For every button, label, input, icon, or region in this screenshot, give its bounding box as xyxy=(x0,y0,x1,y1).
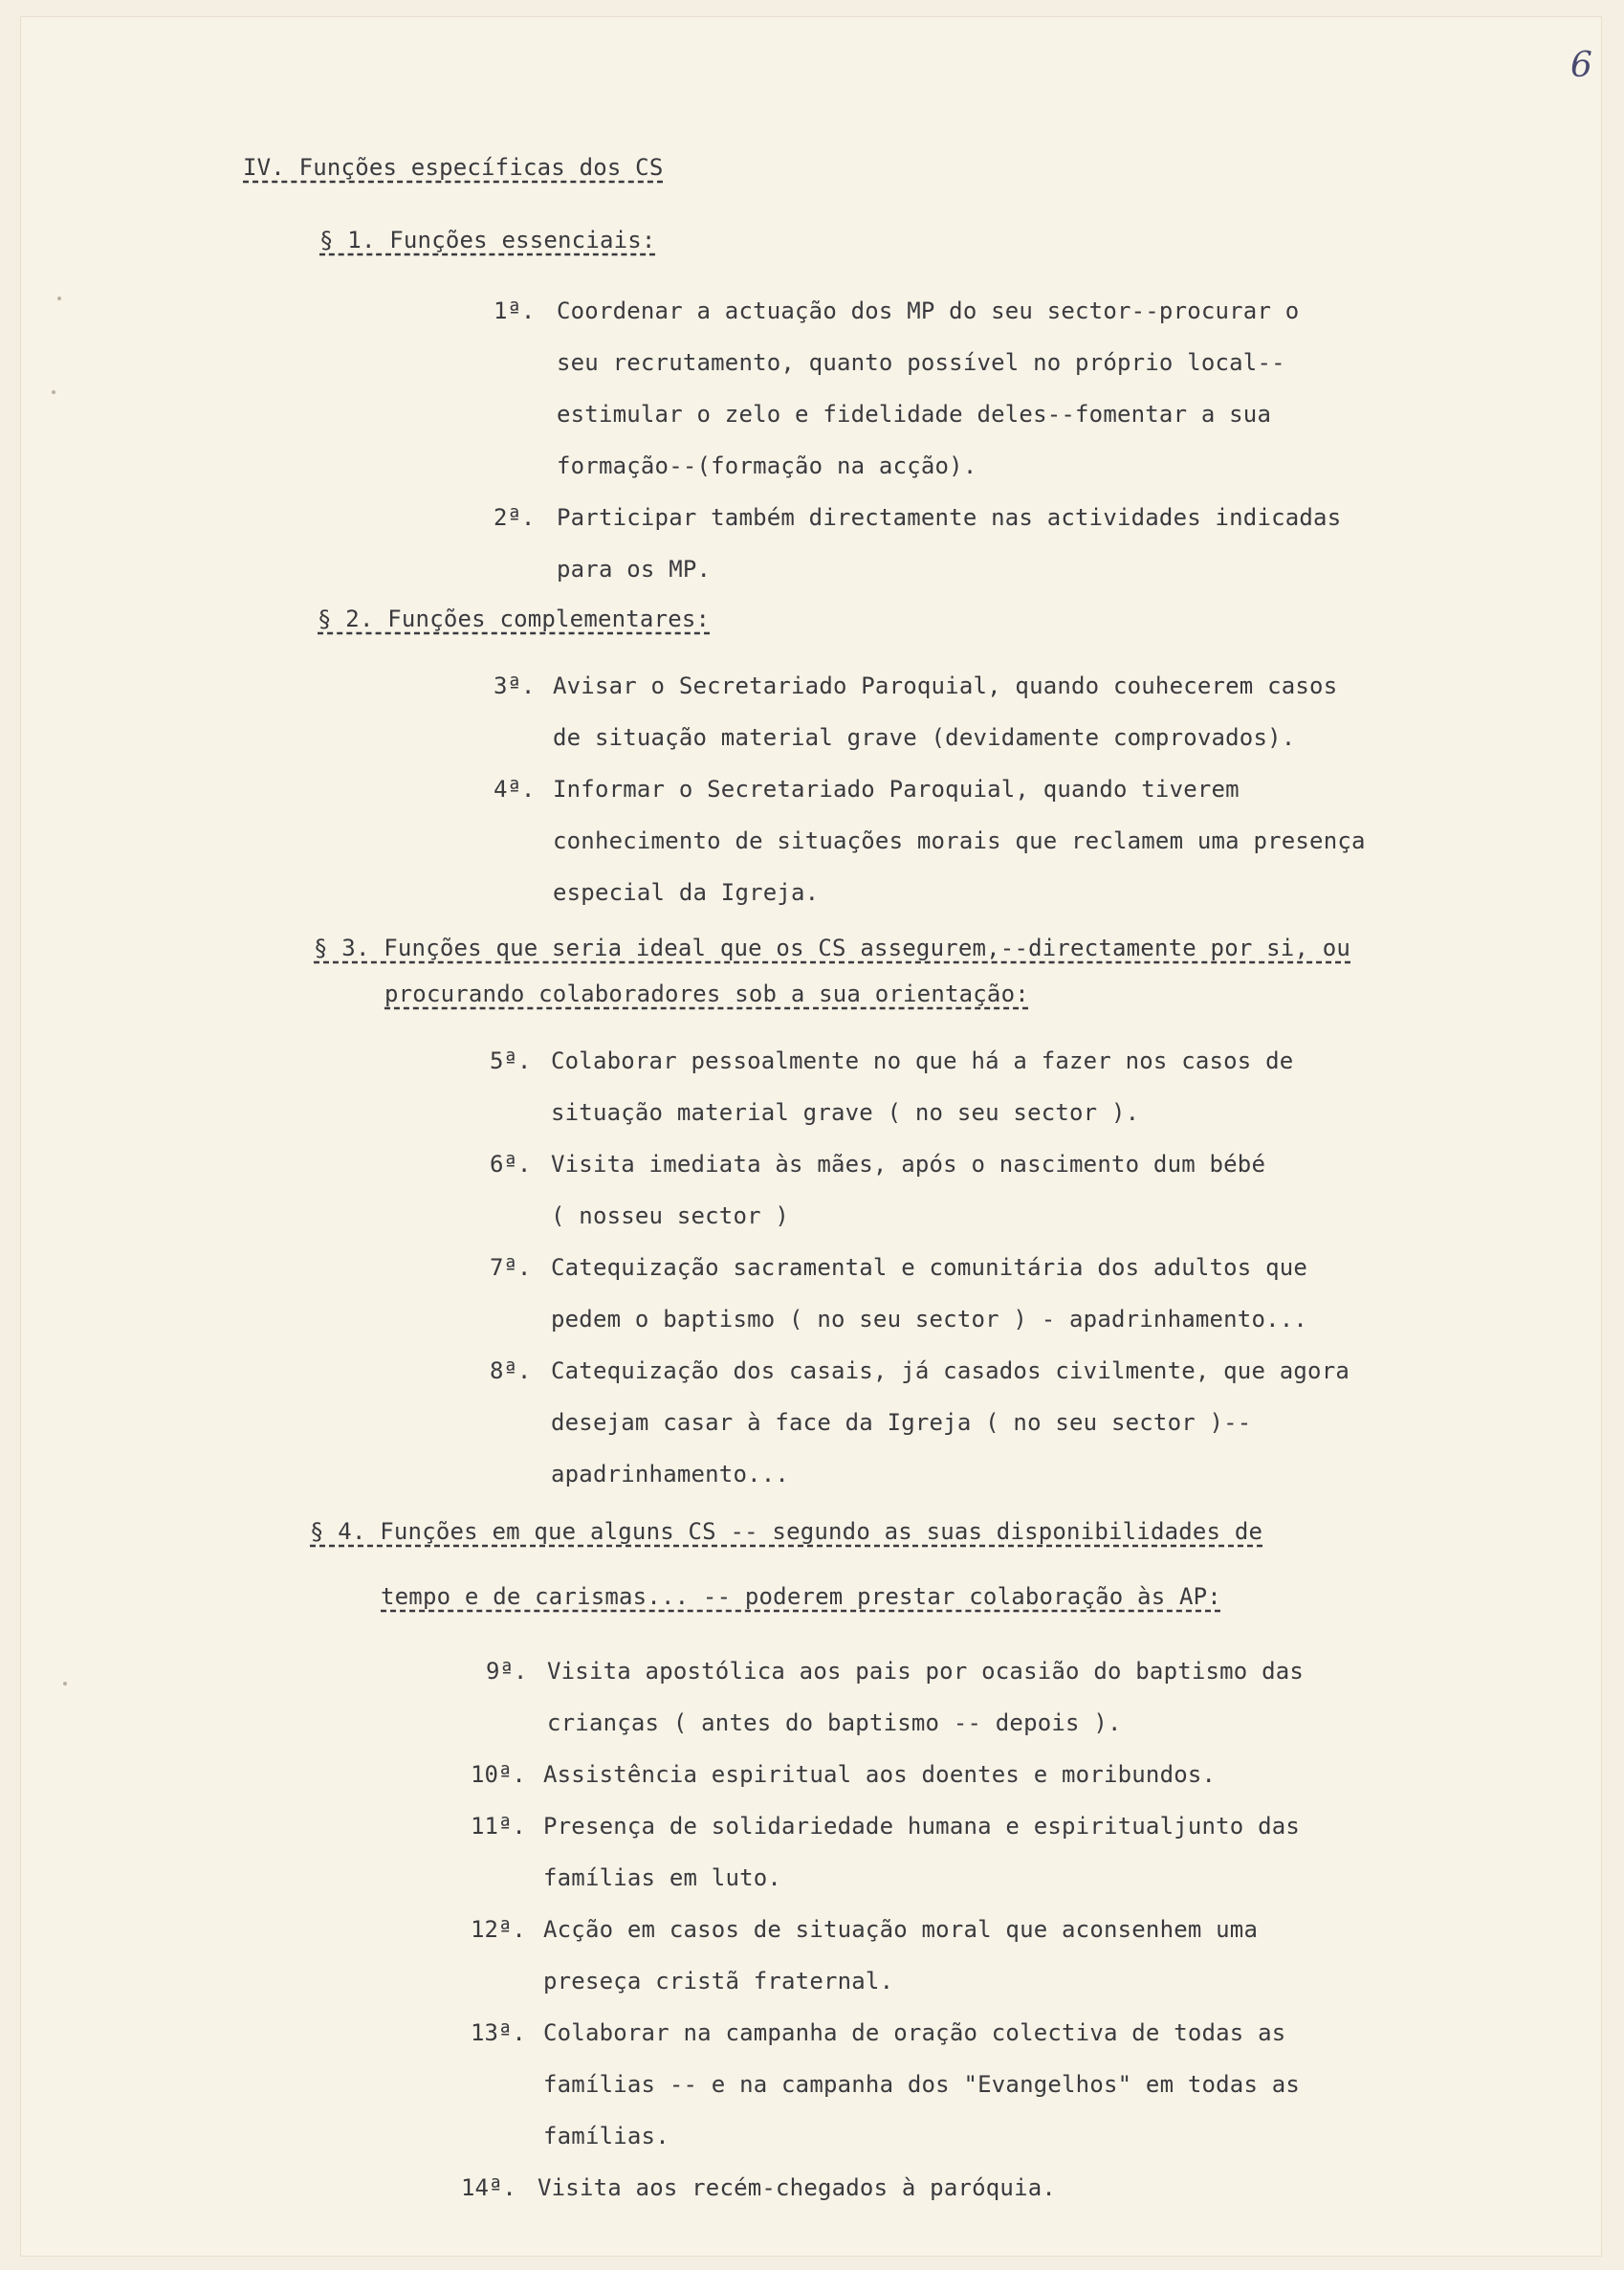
item-line: apadrinhamento... xyxy=(551,1461,790,1488)
item-number: 7ª. xyxy=(490,1254,532,1281)
section-4-heading: § 4. Funções em que alguns CS -- segundo as suas disponibilidades de xyxy=(310,1518,1263,1545)
item-line: situação material grave ( no seu sector ). xyxy=(551,1099,1140,1126)
item-number: 10ª. xyxy=(471,1761,526,1788)
section-3-heading: § 3. Funções que seria ideal que os CS assegurem,--directamente por si, ou xyxy=(314,935,1351,961)
section-4-heading-cont: tempo e de carismas... -- poderem prestar colaboração às AP: xyxy=(381,1583,1221,1610)
item-line: Colaborar pessoalmente no que há a fazer nos casos de xyxy=(551,1047,1294,1074)
item-line: Catequização sacramental e comunitária dos adultos que xyxy=(551,1254,1308,1281)
item-line: preseça cristã fraternal. xyxy=(543,1968,894,1995)
section-3-heading-cont: procurando colaboradores sob a sua orientação: xyxy=(384,981,1029,1007)
item-line: Presença de solidariedade humana e espiritualjunto das xyxy=(543,1813,1301,1840)
item-line: famílias -- e na campanha dos "Evangelhos" em todas as xyxy=(543,2071,1301,2098)
item-line: Acção em casos de situação moral que aconsenhem uma xyxy=(543,1916,1259,1943)
section-1-heading: § 1. Funções essenciais: xyxy=(319,227,656,253)
margin-mark xyxy=(52,390,55,394)
margin-mark xyxy=(63,1682,67,1686)
item-line: famílias. xyxy=(543,2123,669,2149)
item-number: 9ª. xyxy=(486,1658,528,1685)
item-line: Avisar o Secretariado Paroquial, quando couhecerem casos xyxy=(553,672,1338,699)
item-line: especial da Igreja. xyxy=(553,879,820,906)
item-line: estimular o zelo e fidelidade deles--fomentar a sua xyxy=(557,401,1272,428)
page-number: 6 xyxy=(1570,46,1592,85)
item-line: desejam casar à face da Igreja ( no seu sector )-- xyxy=(551,1409,1252,1436)
item-line: Colaborar na campanha de oração colectiva de todas as xyxy=(543,2019,1286,2046)
item-number: 2ª. xyxy=(494,504,536,531)
item-number: 8ª. xyxy=(490,1357,532,1384)
item-line: famílias em luto. xyxy=(543,1864,782,1891)
item-number: 5ª. xyxy=(490,1047,532,1074)
item-line: para os MP. xyxy=(557,556,712,583)
item-line: Informar o Secretariado Paroquial, quando tiverem xyxy=(553,776,1240,803)
item-line: pedem o baptismo ( no seu sector ) - apadrinhamento... xyxy=(551,1306,1308,1333)
item-number: 3ª. xyxy=(494,672,536,699)
item-line: Coordenar a actuação dos MP do seu sector--procurar o xyxy=(557,298,1300,324)
item-line: seu recrutamento, quanto possível no próprio local-- xyxy=(557,349,1285,376)
item-number: 4ª. xyxy=(494,776,536,803)
section-title: IV. Funções específicas dos CS xyxy=(243,154,664,181)
item-number: 12ª. xyxy=(471,1916,526,1943)
item-number: 13ª. xyxy=(471,2019,526,2046)
document-page xyxy=(21,17,1601,2256)
item-line: Visita aos recém-chegados à paróquia. xyxy=(538,2174,1057,2201)
item-line: conhecimento de situações morais que reclamem uma presença xyxy=(553,827,1366,854)
item-line: crianças ( antes do baptismo -- depois ). xyxy=(547,1709,1122,1736)
item-line: ( nosseu sector ) xyxy=(551,1202,790,1229)
item-number: 6ª. xyxy=(490,1151,532,1178)
item-line: Assistência espiritual aos doentes e moribundos. xyxy=(543,1761,1217,1788)
section-2-heading: § 2. Funções complementares: xyxy=(318,606,711,632)
item-line: de situação material grave (devidamente comprovados). xyxy=(553,724,1296,751)
margin-mark xyxy=(57,297,61,300)
item-number: 11ª. xyxy=(471,1813,526,1840)
item-line: formação--(formação na acção). xyxy=(557,452,977,479)
item-number: 14ª. xyxy=(461,2174,516,2201)
item-line: Catequização dos casais, já casados civilmente, que agora xyxy=(551,1357,1350,1384)
item-line: Participar também directamente nas actividades indicadas xyxy=(557,504,1342,531)
item-number: 1ª. xyxy=(494,298,536,324)
item-line: Visita imediata às mães, após o nascimento dum bébé xyxy=(551,1151,1266,1178)
item-line: Visita apostólica aos pais por ocasião do baptismo das xyxy=(547,1658,1305,1685)
